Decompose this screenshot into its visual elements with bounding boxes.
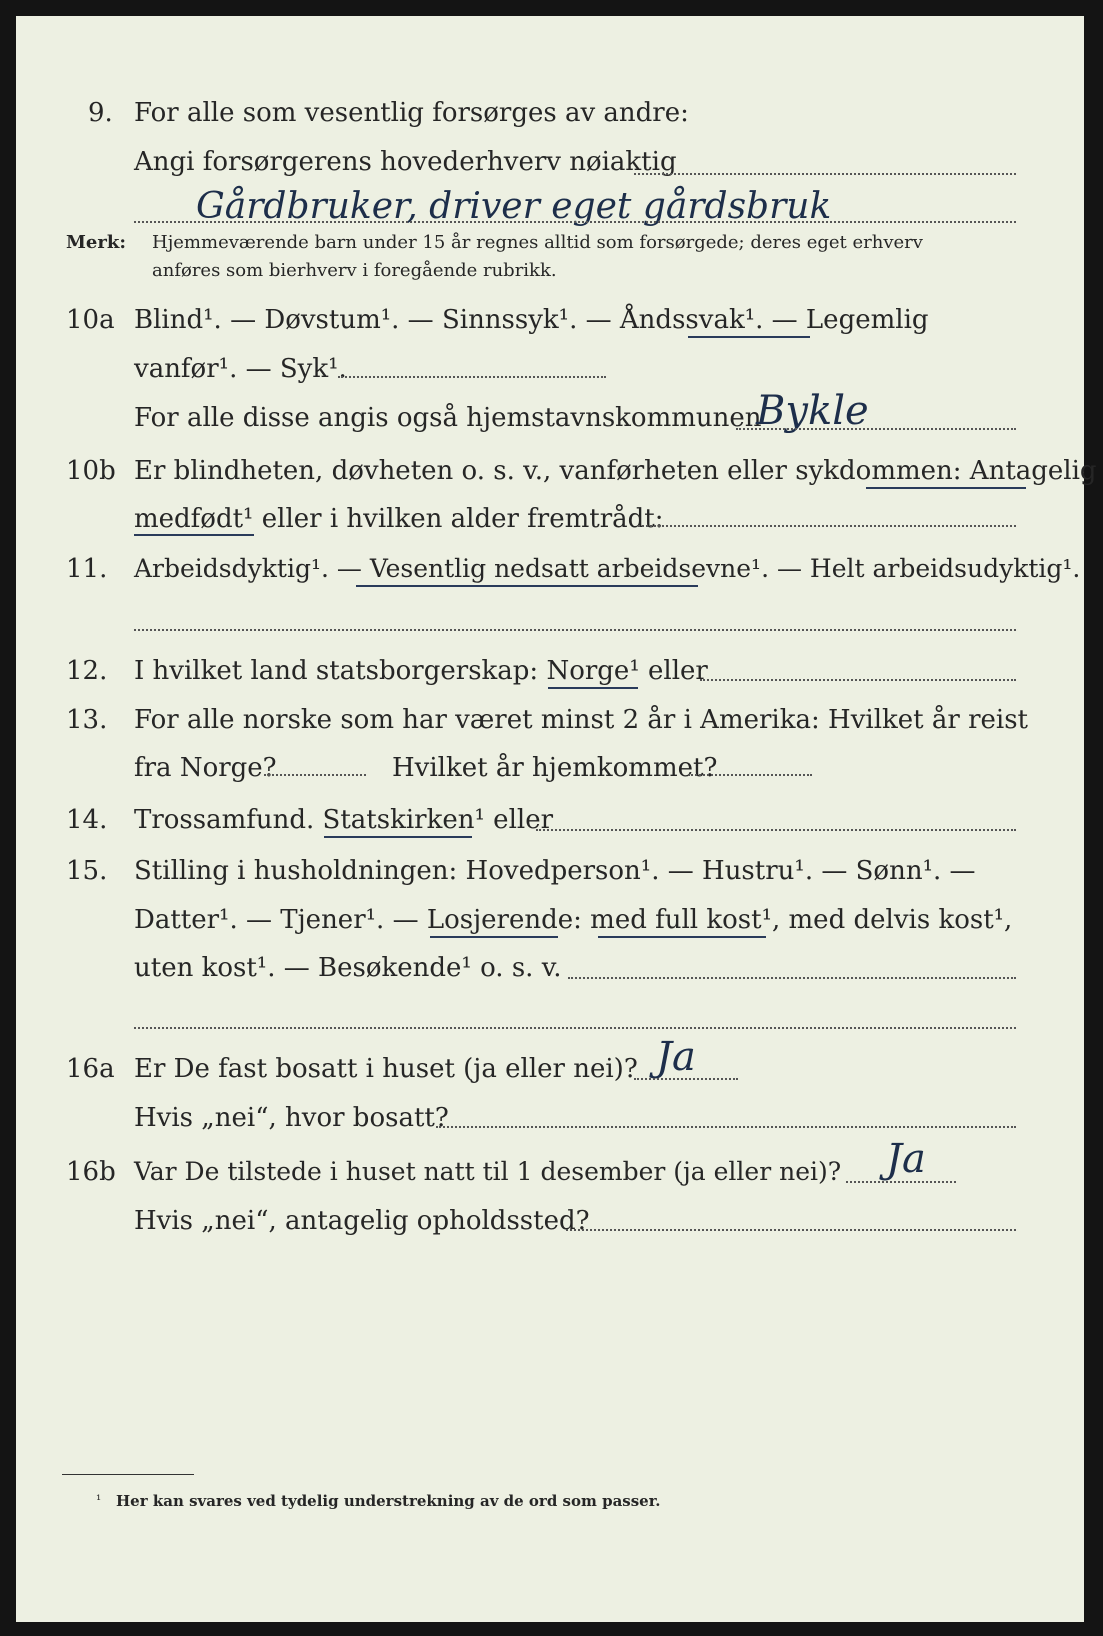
- q10a-kommune-line: [736, 428, 1016, 430]
- q15-underline-full-kost: [598, 936, 766, 938]
- census-form-page: [16, 16, 1097, 1622]
- q11-answer-line: [134, 629, 1016, 631]
- q14-text-line1: Trossamfund. Statskirken¹ eller: [134, 805, 554, 835]
- q13-number: 13.: [66, 705, 108, 735]
- q12-underline-norge: [548, 687, 638, 689]
- q13-reist-line: [264, 774, 366, 776]
- q10a-number: 10a: [66, 305, 115, 335]
- q16b-answer-line: [846, 1181, 956, 1183]
- q9-number: 9.: [88, 98, 113, 128]
- q16a-bosatt-line: [436, 1126, 1016, 1128]
- q11-underline-nedsatt: [356, 585, 698, 587]
- q10b-text-line1: Er blindheten, døvheten o. s. v., vanførheten eller sykdommen: Antagelig: [134, 456, 1097, 486]
- footnote-mark: ¹: [96, 1493, 102, 1508]
- q15-answer-line-1: [568, 977, 1016, 979]
- q10a-text-line1: Blind¹. — Døvstum¹. — Sinnssyk¹. — Åndssvak¹. — Legemlig: [134, 305, 929, 335]
- footnote-rule: [62, 1474, 194, 1475]
- q13-text-line1: For alle norske som har været minst 2 år i Amerika: Hvilket år reist: [134, 705, 1028, 735]
- q13-hjemkommet-line: [688, 774, 812, 776]
- q16b-text-line2: Hvis „nei“, antagelig opholdssted?: [134, 1206, 590, 1236]
- q16b-number: 16b: [66, 1157, 116, 1187]
- q13-text-line2a: fra Norge?: [134, 753, 277, 783]
- q10b-alder-line: [638, 525, 1016, 527]
- merk-text-line2: anføres som bierhverv i foregående rubrikk.: [152, 260, 557, 281]
- q9-answer-line-2: [134, 221, 1016, 223]
- q16a-handwritten-answer: Ja: [656, 1034, 696, 1080]
- q16a-answer-line: [634, 1078, 738, 1080]
- footnote-text: Her kan svares ved tydelig understrekning av de ord som passer.: [116, 1492, 661, 1510]
- q10a-underline-andssvak: [688, 336, 810, 338]
- q10a-handwritten-answer: Bykle: [756, 388, 869, 434]
- q15-text-line3: uten kost¹. — Besøkende¹ o. s. v.: [134, 953, 562, 983]
- merk-label: Merk:: [66, 232, 126, 253]
- q12-number: 12.: [66, 656, 108, 686]
- q9-text-line2: Angi forsørgerens hovederhverv nøiaktig: [134, 147, 677, 177]
- q10b-underline-medfodt: [134, 534, 254, 536]
- q9-text-line1: For alle som vesentlig forsørges av andre:: [134, 98, 689, 128]
- q15-text-line1: Stilling i husholdningen: Hovedperson¹. — Hustru¹. — Sønn¹. —: [134, 856, 976, 886]
- q14-underline-statskirken: [324, 836, 472, 838]
- q16a-text-line1: Er De fast bosatt i huset (ja eller nei)?: [134, 1054, 638, 1084]
- q10a-text-line3: For alle disse angis også hjemstavnskommunen: [134, 403, 762, 433]
- q10b-text-line2: medfødt¹ eller i hvilken alder fremtrådt:: [134, 504, 664, 534]
- q14-number: 14.: [66, 805, 108, 835]
- merk-text-line1: Hjemmeværende barn under 15 år regnes alltid som forsørgede; deres eget erhverv: [152, 232, 923, 253]
- q15-number: 15.: [66, 856, 108, 886]
- q16b-handwritten-answer: Ja: [886, 1136, 926, 1182]
- q11-number: 11.: [66, 554, 108, 584]
- q13-text-line2b: Hvilket år hjemkommet?: [392, 753, 718, 783]
- q10a-syk-line: [338, 376, 606, 378]
- q16a-number: 16a: [66, 1054, 115, 1084]
- q12-answer-line: [700, 679, 1016, 681]
- q16b-opholdssted-line: [566, 1229, 1016, 1231]
- q15-text-line2: Datter¹. — Tjener¹. — Losjerende: med full kost¹, med delvis kost¹,: [134, 905, 1013, 935]
- q11-text-line1: Arbeidsdyktig¹. — Vesentlig nedsatt arbeidsevne¹. — Helt arbeidsudyktig¹.: [134, 554, 1081, 583]
- q16a-text-line2: Hvis „nei“, hvor bosatt?: [134, 1103, 449, 1133]
- q9-handwritten-answer: Gårdbruker, driver eget gårdsbruk: [196, 186, 832, 227]
- q15-answer-line-2: [134, 1027, 1016, 1029]
- q15-underline-losjerende: [430, 936, 558, 938]
- q10b-number: 10b: [66, 456, 116, 486]
- q14-answer-line: [536, 829, 1016, 831]
- q10b-underline-antagelig: [866, 487, 1026, 489]
- q16b-text-line1: Var De tilstede i huset natt til 1 desember (ja eller nei)?: [134, 1157, 842, 1186]
- q12-text-line1: I hvilket land statsborgerskap: Norge¹ eller: [134, 656, 708, 686]
- q10a-text-line2: vanfør¹. — Syk¹.: [134, 354, 347, 384]
- q9-answer-line-1: [634, 173, 1016, 175]
